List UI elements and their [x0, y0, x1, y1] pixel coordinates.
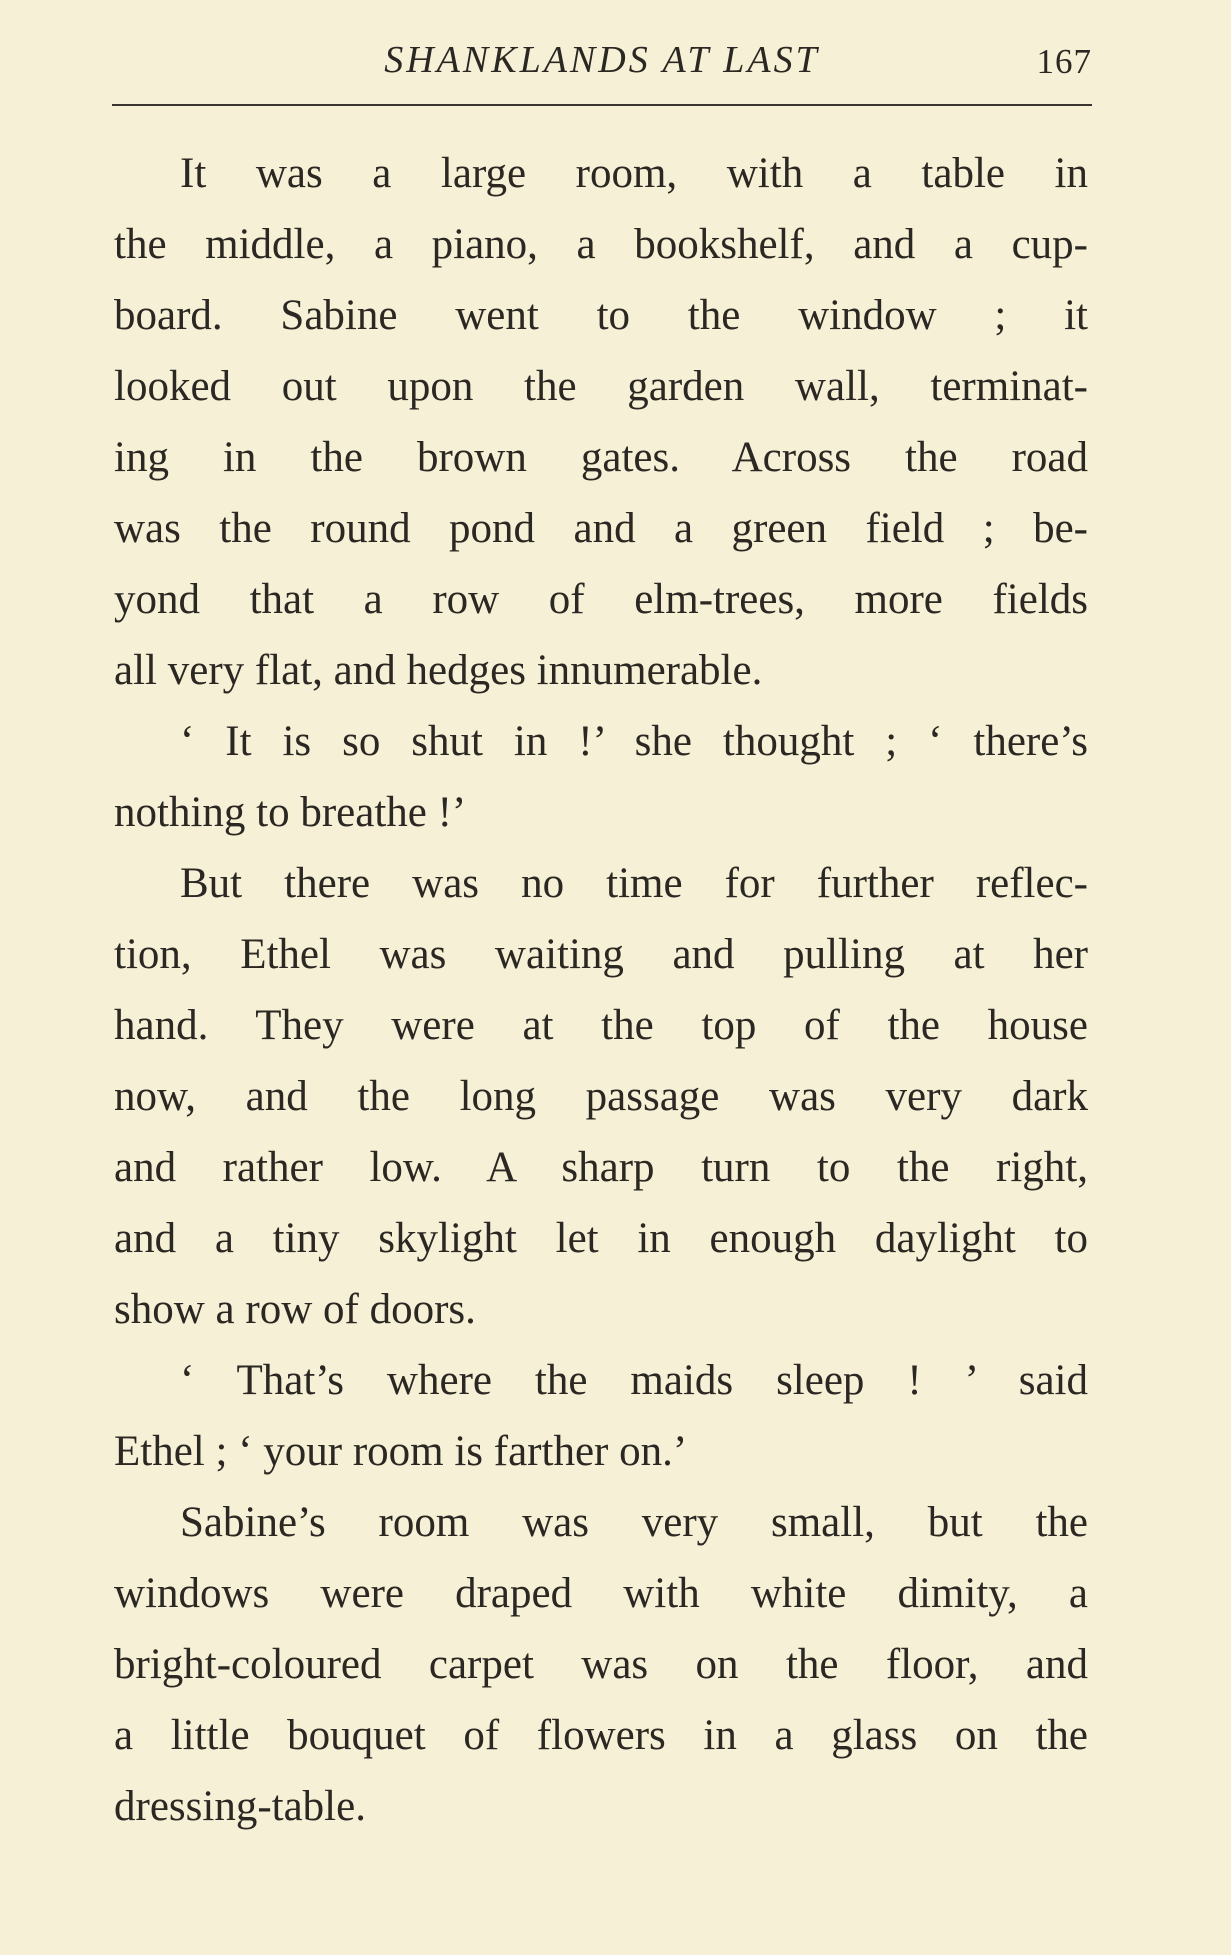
text-line: the middle, a piano, a bookshelf, and a cup-: [114, 221, 1088, 268]
running-head: [112, 32, 1092, 92]
running-title: SHANKLANDS AT LAST: [384, 39, 820, 81]
text-line: and rather low. A sharp turn to the right,: [114, 1144, 1088, 1191]
text-line: yond that a row of elm-trees, more fields: [114, 576, 1088, 623]
text-line: show a row of doors.: [114, 1286, 476, 1333]
text-line: ing in the brown gates. Across the road: [114, 434, 1088, 481]
text-line: hand. They were at the top of the house: [114, 1002, 1088, 1049]
text-line: a little bouquet of flowers in a glass on the: [114, 1712, 1088, 1759]
text-line: nothing to breathe !’: [114, 789, 467, 836]
text-line: bright-coloured carpet was on the floor, and: [114, 1641, 1088, 1688]
text-line: board. Sabine went to the window ; it: [114, 292, 1088, 339]
text-line: But there was no time for further reflec-: [180, 860, 1088, 907]
text-line: Sabine’s room was very small, but the: [180, 1499, 1088, 1546]
text-line: windows were draped with white dimity, a: [114, 1570, 1088, 1617]
page-number: 167: [1036, 42, 1092, 81]
text-line: now, and the long passage was very dark: [114, 1073, 1088, 1120]
body-text: [114, 138, 1088, 1842]
text-line: Ethel ; ‘ your room is farther on.’: [114, 1428, 688, 1475]
text-line: and a tiny skylight let in enough daylight to: [114, 1215, 1088, 1262]
text-line: tion, Ethel was waiting and pulling at her: [114, 931, 1088, 978]
text-line: It was a large room, with a table in: [180, 150, 1088, 197]
header-rule: [112, 104, 1092, 106]
text-line: looked out upon the garden wall, terminat-: [114, 363, 1088, 410]
text-line: ‘ It is so shut in !’ she thought ; ‘ there’s: [180, 718, 1088, 765]
text-line: dressing-table.: [114, 1783, 366, 1830]
text-line: was the round pond and a green field ; be-: [114, 505, 1088, 552]
text-line: all very flat, and hedges innumerable.: [114, 647, 763, 694]
text-line: ‘ That’s where the maids sleep ! ’ said: [180, 1357, 1088, 1404]
